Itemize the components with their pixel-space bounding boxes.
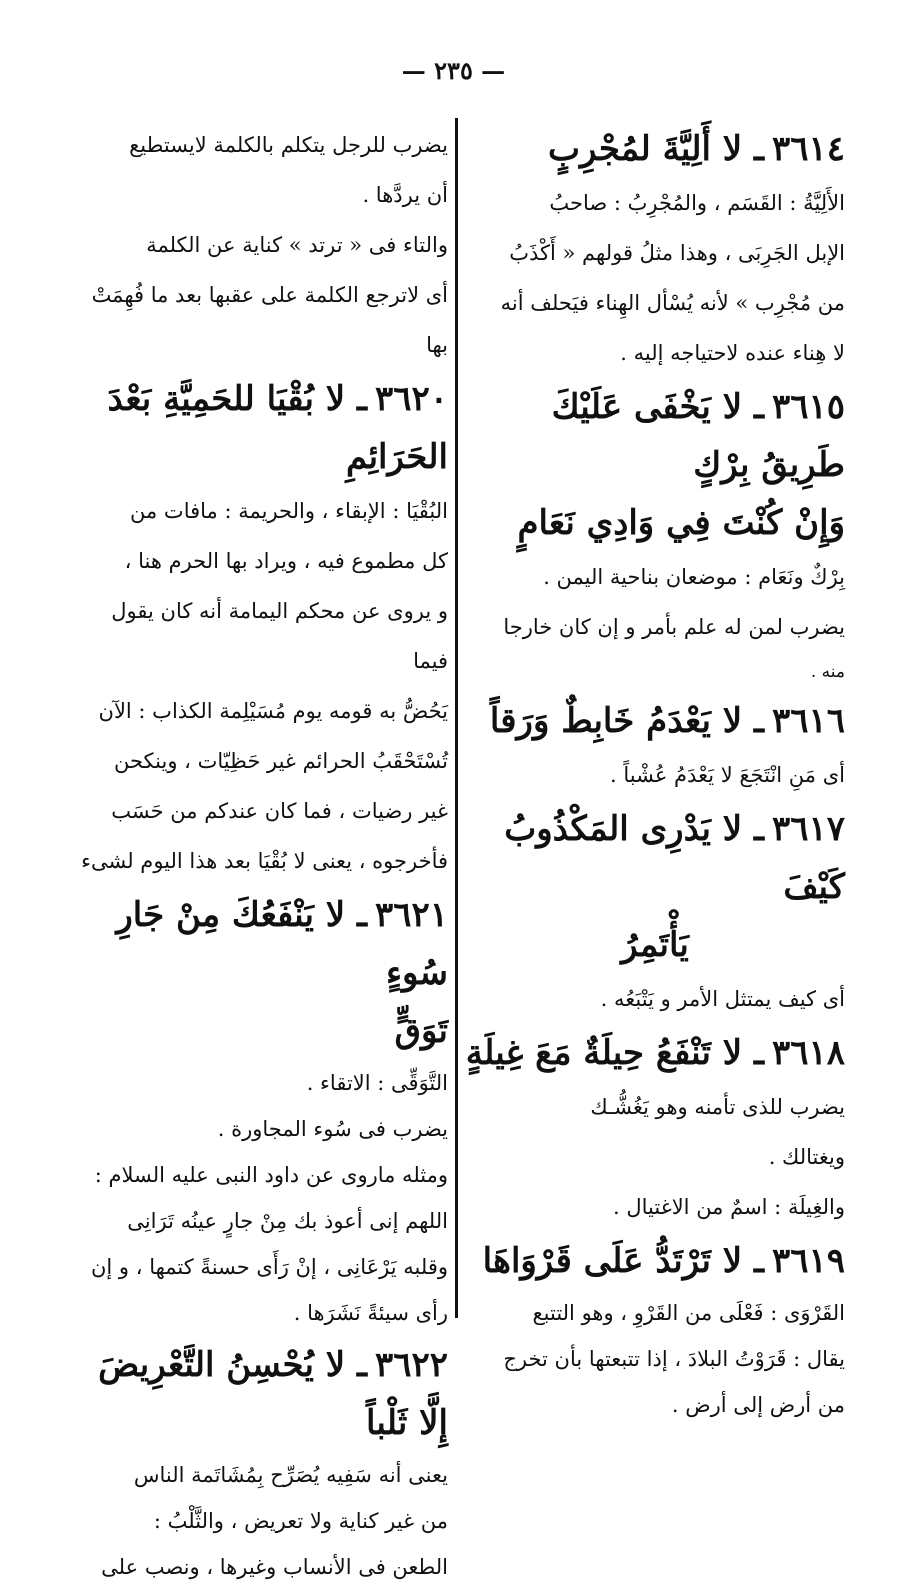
proverb-text: لا يَدْرِى المَكْذُوبُ كَيْفَ <box>504 809 845 907</box>
proverb-number: ٣٦٢٠ <box>374 379 448 419</box>
proverb-continuation: وَإِنْ كُنْتَ فِي وَادِي نَعَامٍ <box>517 503 845 543</box>
text-line: ويغتالك . <box>768 1145 845 1169</box>
proverb-entry <box>465 120 845 378</box>
continued-text <box>78 120 448 370</box>
proverb-number: ٣٦١٨ <box>771 1033 845 1073</box>
text-line: البُقْيَا : الإبقاء ، والحريمة : مافات من <box>130 499 448 523</box>
text-line: يضرب لمن له علم بأمر و إن كان خارجا <box>503 615 845 639</box>
text-line: يضرب للذى تأمنه وهو يَغُشُّـك <box>590 1095 845 1119</box>
proverb-heading: ٣٦١٩ـ لا تَرْتَدُّ عَلَى قَرْوَاهَا <box>482 1241 845 1281</box>
text-line: يعنى أنه سَفِيه يُصَرِّح بِمُشَاتَمة الناس <box>133 1463 448 1487</box>
proverb-number: ٣٦٢٢ <box>374 1345 448 1385</box>
proverb-heading: ٣٦٢٢ـ لا يُحْسِنُ التَّعْرِيضَ إِلَّا ثَلْباً <box>98 1345 448 1443</box>
proverb-heading: ٣٦٢١ـ لا يَنْفَعُكَ مِنْ جَارِ سُوءٍ <box>116 895 448 993</box>
proverb-continuation: يَأْتَمِرُ <box>621 925 689 965</box>
proverb-entry <box>465 692 845 800</box>
proverb-heading: ٣٦١٤ـ لا أَلِيَّةَ لمُجْرِبٍ <box>548 129 845 169</box>
text-line: والتاء فى « ترتد » كناية عن الكلمة <box>146 233 448 257</box>
proverb-entry <box>465 1024 845 1232</box>
text-line: أن يردَّها . <box>362 183 448 207</box>
text-line: يضرب فى سُوء المجاورة . <box>217 1117 448 1141</box>
text-line: يَحُضُّ به قومه يوم مُسَيْلِمة الكذاب : الآن <box>98 699 448 723</box>
text-line: تُسْتَحْقَبُ الحرائم غير حَظِيّات ، وينكحن <box>114 749 448 773</box>
proverb-text: لا يَعْدَمُ خَابِطٌ وَرَقاً <box>489 701 743 741</box>
proverb-heading: ٣٦١٨ـ لا تَنْفَعُ حِيلَةٌ مَعَ غِيلَةٍ <box>465 1033 845 1073</box>
page-number: — ٢٣٥ — <box>401 56 506 85</box>
text-line: لا هِناء عنده لاحتياجه إليه . <box>620 341 845 365</box>
proverb-entry <box>465 378 845 692</box>
text-line: القَرْوَى : فَعْلَى من القَرْوِ ، وهو التتبع <box>532 1301 845 1325</box>
text-line: أى لاترجع الكلمة على عقبها بعد ما فُهِمَتْ بها <box>91 283 448 357</box>
text-line: ومثله ماروى عن داود النبى عليه السلام : <box>94 1163 448 1187</box>
proverb-text: لا يَخْفَى عَلَيْكَ طَرِيقُ بِرْكٍ <box>551 387 845 485</box>
text-line: من مُجْرِب » لأنه يُسْأل الهِناء فيَحلف أنه <box>500 291 845 315</box>
text-line: التَّوَقِّى : الاتقاء . <box>306 1071 448 1095</box>
column-divider <box>455 118 458 1318</box>
proverb-number: ٣٦١٤ <box>771 129 845 169</box>
proverb-text: لا تَنْفَعُ حِيلَةٌ مَعَ غِيلَةٍ <box>465 1033 743 1073</box>
proverb-number: ٣٦١٩ <box>771 1241 845 1281</box>
proverb-heading: ٣٦١٥ـ لا يَخْفَى عَلَيْكَ طَرِيقُ بِرْكٍ <box>551 387 845 485</box>
proverb-text: لا تَرْتَدُّ عَلَى قَرْوَاهَا <box>482 1241 743 1281</box>
proverb-heading: ٣٦٢٠ـ لا بُقْيَا للحَمِيَّةِ بَعْدَ الحَرَائِمِ <box>107 379 448 477</box>
proverb-entry <box>78 370 448 886</box>
text-line: رأى سيئةً نَشَرَها . <box>293 1301 448 1325</box>
proverb-entry <box>78 886 448 1336</box>
text-line: من أرض إلى أرض . <box>671 1393 845 1417</box>
proverb-number: ٣٦٢١ <box>374 895 448 935</box>
text-line: فأخرجوه ، يعنى لا بُقْيَا بعد هذا اليوم لشىء <box>81 849 448 873</box>
proverb-number: ٣٦١٦ <box>771 701 845 741</box>
left-column <box>78 120 448 1590</box>
proverb-heading: ٣٦١٦ـ لا يَعْدَمُ خَابِطٌ وَرَقاً <box>489 701 845 741</box>
proverb-text: لا بُقْيَا للحَمِيَّةِ بَعْدَ الحَرَائِمِ <box>107 379 448 477</box>
text-line: كل مطموع فيه ، ويراد بها الحرم هنا ، <box>124 549 448 573</box>
text-line: اللهم إنى أعوذ بك مِنْ جارٍ عينُه تَرَانِى <box>127 1209 448 1233</box>
text-line: منه . <box>810 662 845 682</box>
text-line: و يروى عن محكم اليمامة أنه كان يقول فيما <box>111 599 448 673</box>
text-line: أى كيف يمتثل الأمر و يَتْبَعُه . <box>600 987 845 1011</box>
text-line: والغِيلَة : اسمٌ من الاغتيال . <box>613 1195 845 1219</box>
proverb-heading: ٣٦١٧ـ لا يَدْرِى المَكْذُوبُ كَيْفَ <box>504 809 845 907</box>
proverb-text: لا يَنْفَعُكَ مِنْ جَارِ سُوءٍ <box>116 895 448 993</box>
text-line: الإبل الجَرِبَى ، وهذا مثلُ قولهم « أَكْذَبُ <box>509 241 845 265</box>
text-line: غير رضيات ، فما كان عندكم من حَسَب <box>111 799 448 823</box>
right-column <box>465 120 845 1428</box>
text-line: أى مَنِ انْتَجَعَ لا يَعْدَمُ عُشْباً . <box>610 763 845 787</box>
text-line: يضرب للرجل يتكلم بالكلمة لايستطيع <box>129 133 448 157</box>
proverb-text: لا يُحْسِنُ التَّعْرِيضَ إِلَّا ثَلْباً <box>98 1345 448 1443</box>
proverb-number: ٣٦١٥ <box>771 387 845 427</box>
text-line: بِرْكٌ ونَعَام : موضعان بناحية اليمن . <box>543 565 845 589</box>
proverb-number: ٣٦١٧ <box>771 809 845 849</box>
proverb-continuation: تَوَقٍّ <box>394 1011 448 1051</box>
text-line: يقال : قَرَوْتُ البلادَ ، إذا تتبعتها بأن تخرج <box>503 1347 845 1371</box>
text-line: وقلبه يَرْعَانِى ، إنْ رَأَى حسنةً كتمها ، و إن <box>91 1255 448 1279</box>
proverb-text: لا أَلِيَّةَ لمُجْرِبٍ <box>548 129 743 169</box>
text-line: من غير كناية ولا تعريض ، والثَّلْبُ : <box>153 1509 448 1533</box>
proverb-entry <box>78 1336 448 1590</box>
proverb-entry <box>465 1232 845 1428</box>
text-line: الطعن فى الأنساب وغيرها ، ونصب على <box>101 1555 448 1579</box>
text-line: الأَلِيَّةُ : القَسَم ، والمُجْرِبُ : صاحبُ <box>549 191 845 215</box>
proverb-entry <box>465 800 845 1024</box>
